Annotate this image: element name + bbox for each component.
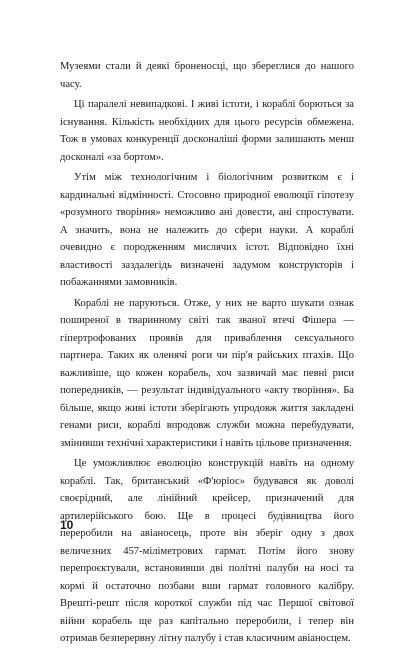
paragraph: Кораблі не паруються. Отже, у них не варто шукати ознак поширеної в тваринному світі так званої втечі Фішера — гіпертрофованих проявів для приваблення сексуального партнера. Таких як оленячі роги чи пір'я райських птахів. Що важливіше, що кожен корабель, хоч зазвичай має певні риси попередників, — результат індивідуального «акту творіння». Ба більше, якщо живі істоти зберігають упродовж життя закладені генами риси, кораблі впродовж служби можна перебудувати, змінивши технічні характеристики і навіть цільове призначення. [60,297,354,449]
body-text [60,58,354,648]
paragraph: Це уможливлює еволюцію конструкцій навіть на одному кораблі. Так, британський «Ф'юріос» будувався як доволі своєрідний, але лінійний крейсер, призначений для артилерійського бою. Ще в процесі будівництва його переробили на авіаносець, проте він зберіг одну з двох величезних 457-міліметрових гармат. Потім його знову перепроєктували, встановивши дві політні палуби на носі та кормі й остаточно позбави вши гармат головного калібру. Врешті-решт після короткої служби під час Першої світової війни корабель ще раз капітально переробили, і тепер він отримав безперервну літну палубу і став класичним авіаносцем. [60,458,354,644]
page-number: 10 [60,518,74,532]
paragraph-continuation: Музеями стали й деякі броненосці, що збереглися до нашого часу. [60,61,354,90]
paragraph: Ці паралелі невипадкові. І живі істоти, і кораблі борються за існування. Кількість необхідних для цього ресурсів обмежена. Тож в умовах конкуренції досконаліші форми залишають менш досконалі «за бортом». [60,99,354,163]
paragraph: Утім між технологічним і біологічним розвитком є і кардинальні відмінності. Стосовно природної еволюції гіпотезу «розумного творіння» неможливо ані довести, ані спростувати. А значить, вона не належить до сфери науки. А кораблі очевидно є породженням мислячих істот. Відповідно їхні властивості заздалегідь визначені задумом конструкторів і побажаннями замовників. [60,172,354,288]
